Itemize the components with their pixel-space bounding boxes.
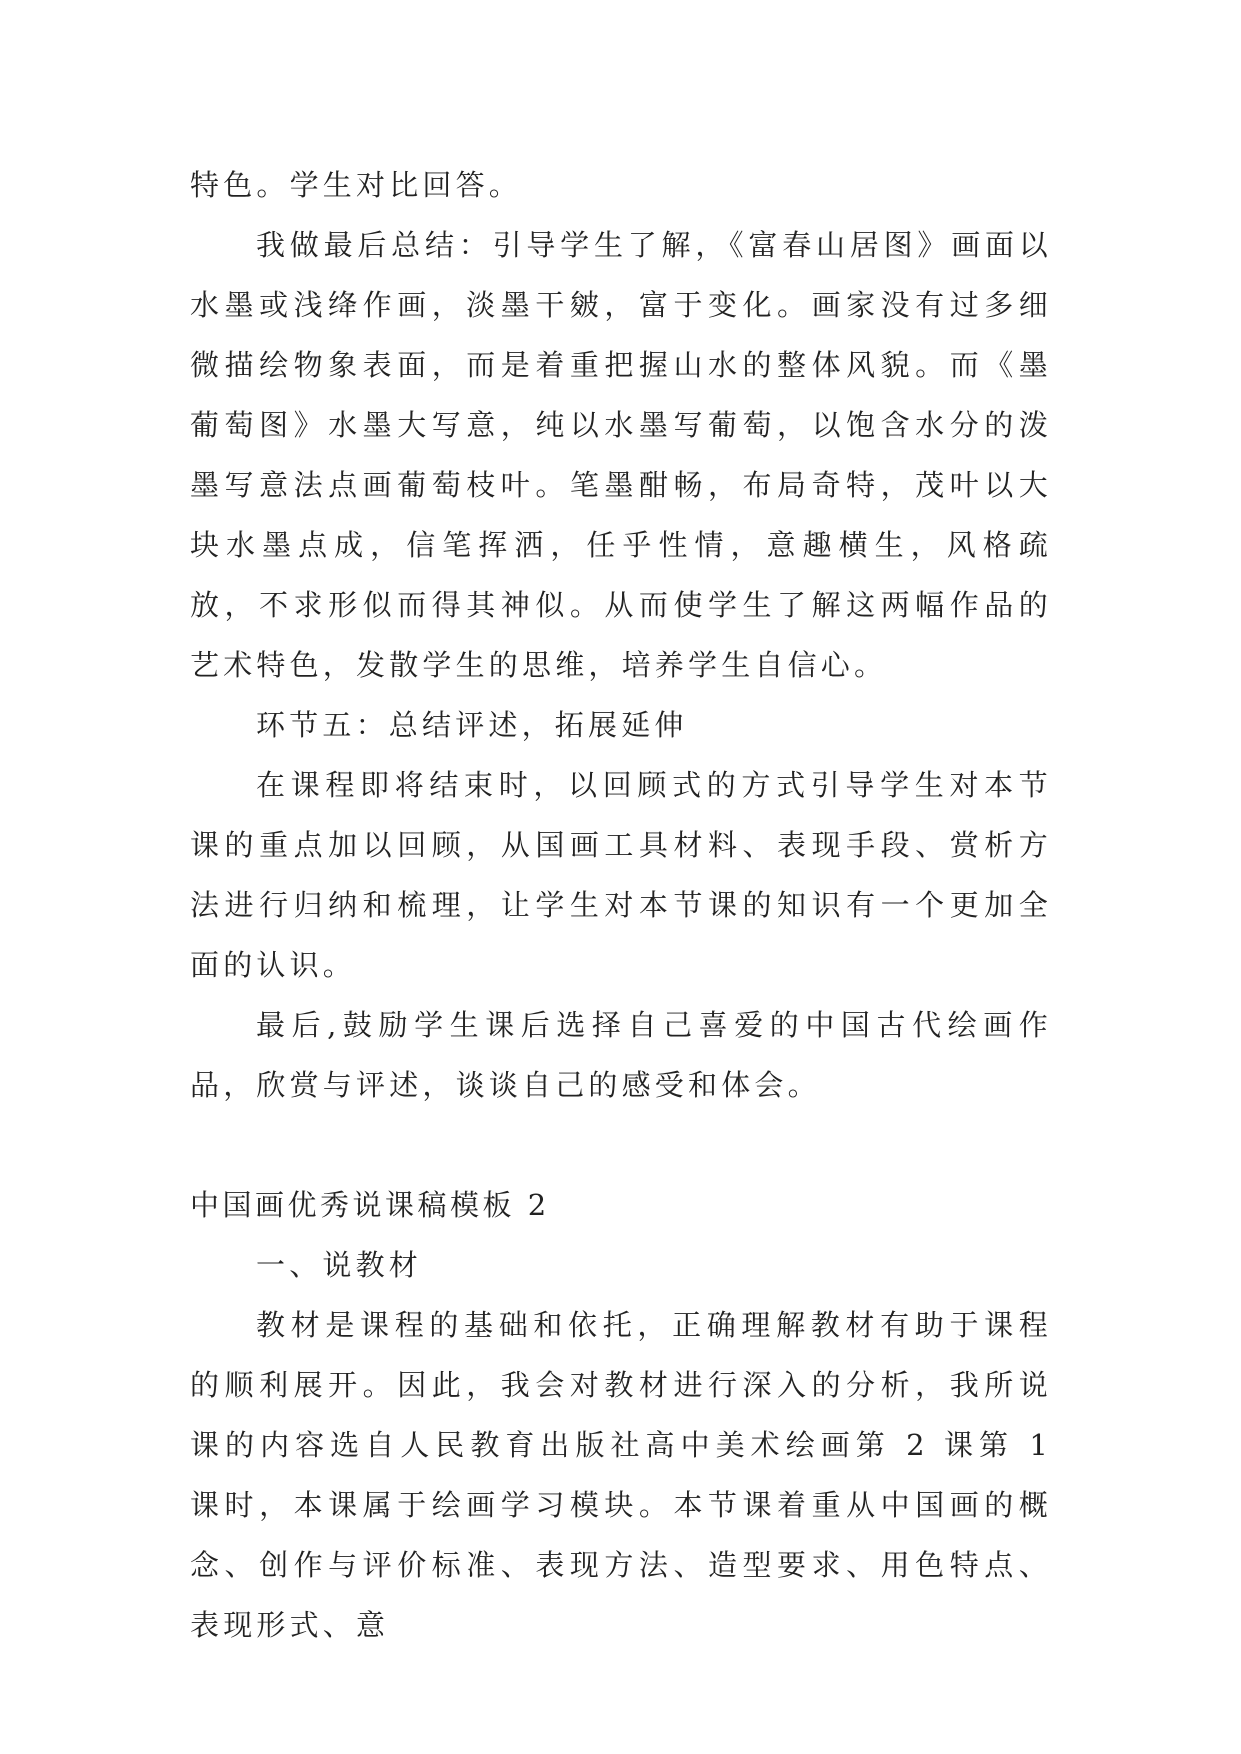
- paragraph-encourage: 最后,鼓励学生课后选择自己喜爱的中国古代绘画作品，欣赏与评述，谈谈自己的感受和体会。: [190, 1008, 1052, 1102]
- document-page: [190, 155, 1052, 1655]
- paragraph-review: 在课程即将结束时，以回顾式的方式引导学生对本节课的重点加以回顾，从国画工具材料、表现手段、赏析方法进行归纳和梳理，让学生对本节课的知识有一个更加全面的认识。: [190, 768, 1052, 982]
- section-gap: [190, 1115, 1052, 1175]
- paragraph-step-five: 环节五：总结评述，拓展延伸: [256, 708, 688, 742]
- paragraph-textbook: 教材是课程的基础和依托，正确理解教材有助于课程的顺利展开。因此，我会对教材进行深入的分析，我所说课的内容选自人民教育出版社高中美术绘画第 2 课第 1 课时，本课属于绘画学习模块。本节课着重从中国画的概念、创作与评价标准、表现方法、造型要求、用色特点、表现形式、意: [190, 1308, 1052, 1642]
- section-title: 中国画优秀说课稿模板 2: [190, 1188, 550, 1222]
- paragraph-continuation: 特色。学生对比回答。: [190, 168, 523, 202]
- paragraph-summary: 我做最后总结：引导学生了解，《富春山居图》画面以水墨或浅绛作画，淡墨干皴，富于变化。画家没有过多细微描绘物象表面，而是着重把握山水的整体风貌。而《墨葡萄图》水墨大写意，纯以水墨写葡萄，以饱含水分的泼墨写意法点画葡萄枝叶。笔墨酣畅，布局奇特，茂叶以大块水墨点成，信笔挥洒，任乎性情，意趣横生，风格疏放，不求形似而得其神似。从而使学生了解这两幅作品的艺术特色，发散学生的思维，培养学生自信心。: [190, 228, 1052, 682]
- paragraph-subheading: 一、说教材: [256, 1248, 423, 1282]
